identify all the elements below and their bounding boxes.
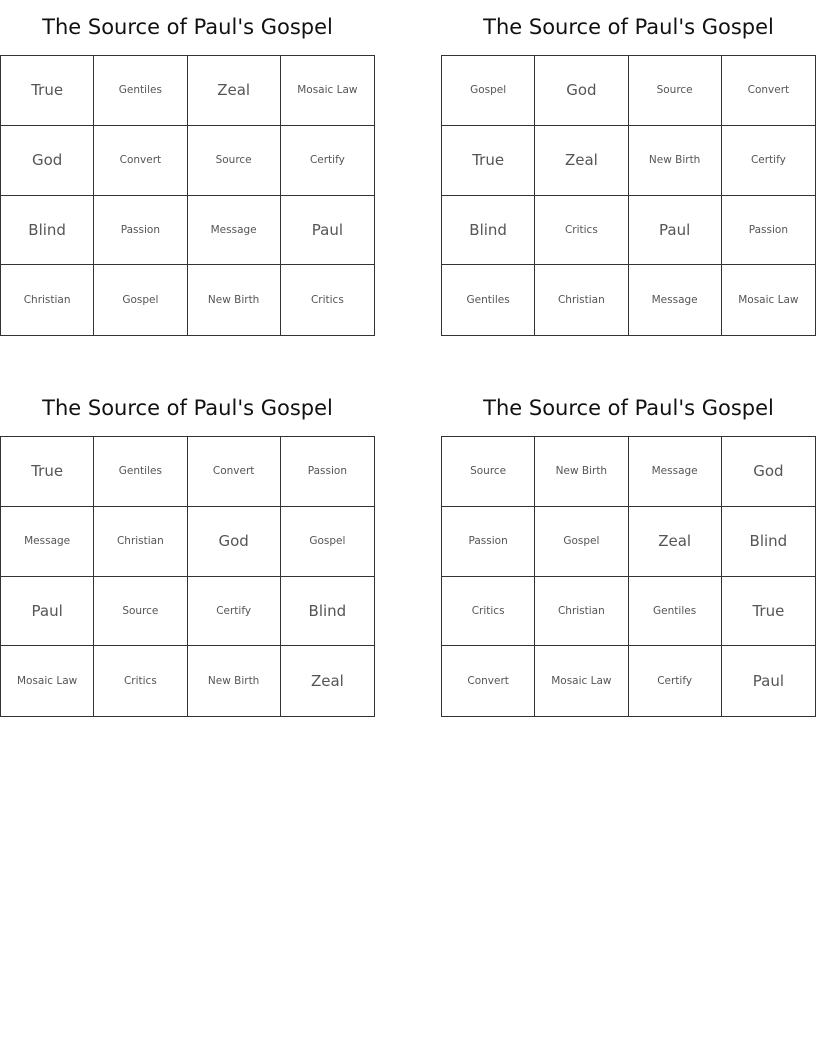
- bingo-cell: Gospel: [281, 507, 374, 577]
- bingo-cell: Message: [188, 196, 281, 266]
- bingo-cell: God: [722, 437, 815, 507]
- bingo-cell: Mosaic Law: [535, 646, 628, 716]
- bingo-cell: Message: [1, 507, 94, 577]
- bingo-cell: Christian: [94, 507, 187, 577]
- card-title: The Source of Paul's Gospel: [483, 15, 774, 39]
- bingo-cell: Paul: [281, 196, 374, 266]
- bingo-cell: New Birth: [629, 126, 722, 196]
- bingo-cell: God: [1, 126, 94, 196]
- bingo-card-4: [441, 381, 816, 717]
- bingo-cell: Zeal: [188, 56, 281, 126]
- bingo-cell: Source: [188, 126, 281, 196]
- bingo-cell: New Birth: [188, 646, 281, 716]
- bingo-cell: Gospel: [94, 265, 187, 335]
- bingo-cell: Convert: [188, 437, 281, 507]
- bingo-cell: Passion: [442, 507, 535, 577]
- bingo-cell: Convert: [94, 126, 187, 196]
- bingo-cell: New Birth: [535, 437, 628, 507]
- bingo-cell: Gentiles: [94, 56, 187, 126]
- bingo-cell: Certify: [281, 126, 374, 196]
- bingo-cell: Zeal: [310, 672, 344, 691]
- card-title: The Source of Paul's Gospel: [42, 15, 333, 39]
- bingo-cell: Source: [629, 56, 722, 126]
- bingo-cell: Gentiles: [94, 437, 187, 507]
- bingo-cell: Mosaic Law: [1, 646, 94, 716]
- bingo-cell: Blind: [1, 196, 94, 266]
- bingo-card-3: [0, 381, 375, 717]
- bingo-cell: Message: [629, 265, 722, 335]
- bingo-cell: Christian: [1, 265, 94, 335]
- bingo-cell: New Birth: [188, 265, 281, 335]
- bingo-cell: Source: [94, 577, 187, 647]
- bingo-cell: Zeal: [535, 126, 628, 196]
- bingo-cell: True: [1, 437, 94, 507]
- bingo-grid: [0, 55, 375, 336]
- bingo-cell: Paul: [752, 672, 784, 691]
- bingo-cell: God: [188, 507, 281, 577]
- bingo-grid: [441, 436, 816, 717]
- bingo-cell: Source: [442, 437, 535, 507]
- bingo-grid: [0, 436, 375, 717]
- card-title: The Source of Paul's Gospel: [42, 396, 333, 420]
- bingo-cell: Blind: [281, 577, 374, 647]
- bingo-card-2: [441, 0, 816, 336]
- bingo-cell: God: [535, 56, 628, 126]
- bingo-grid: [441, 55, 816, 336]
- card-title: The Source of Paul's Gospel: [483, 396, 774, 420]
- bingo-cell: Gentiles: [442, 265, 535, 335]
- bingo-cell: Blind: [722, 507, 815, 577]
- bingo-cell: Certify: [188, 577, 281, 647]
- bingo-cell: Christian: [535, 265, 628, 335]
- bingo-cell: Gentiles: [629, 577, 722, 647]
- bingo-cell: Zeal: [629, 507, 722, 577]
- bingo-cell: Certify: [722, 126, 815, 196]
- bingo-cell: Critics: [535, 196, 628, 266]
- bingo-cell: True: [442, 126, 535, 196]
- bingo-cell: Christian: [535, 577, 628, 647]
- bingo-cell: True: [1, 56, 94, 126]
- bingo-cell: Convert: [722, 56, 815, 126]
- bingo-cell: Passion: [722, 196, 815, 266]
- bingo-cell: Passion: [94, 196, 187, 266]
- bingo-cell: Gospel: [535, 507, 628, 577]
- bingo-cell: Gospel: [442, 56, 535, 126]
- bingo-cell: Mosaic Law: [738, 294, 799, 307]
- bingo-cell: Mosaic Law: [281, 56, 374, 126]
- bingo-cell: Convert: [442, 646, 535, 716]
- bingo-cell: Critics: [310, 294, 344, 307]
- bingo-cell: Blind: [442, 196, 535, 266]
- bingo-cell: Critics: [94, 646, 187, 716]
- bingo-card-1: [0, 0, 375, 336]
- bingo-cell: Message: [629, 437, 722, 507]
- bingo-cell: Paul: [1, 577, 94, 647]
- bingo-cell: Paul: [629, 196, 722, 266]
- bingo-cell: Critics: [442, 577, 535, 647]
- bingo-cell: Certify: [629, 646, 722, 716]
- bingo-cell: True: [722, 577, 815, 647]
- bingo-cell: Passion: [281, 437, 374, 507]
